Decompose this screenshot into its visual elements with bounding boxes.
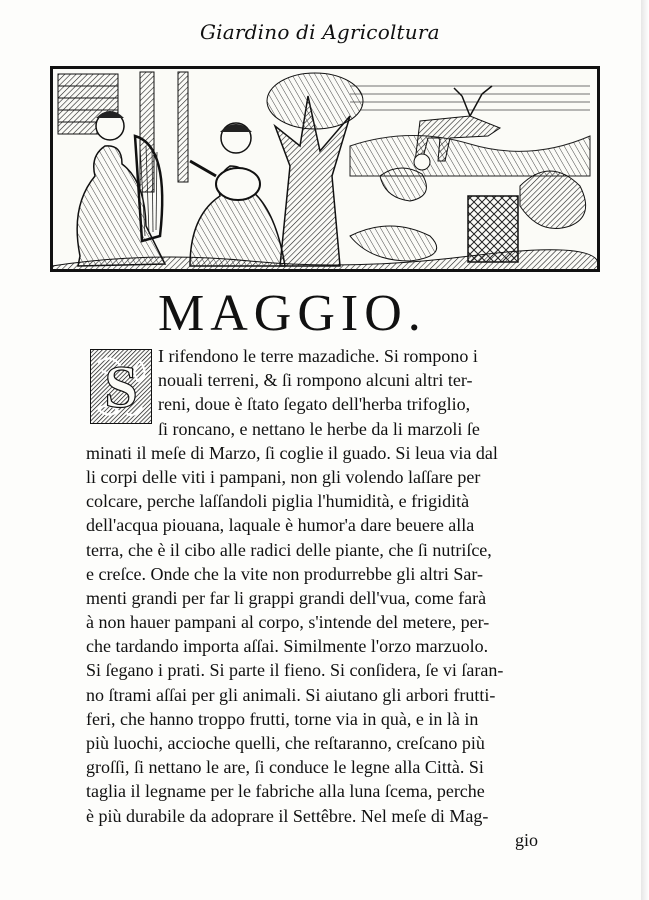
text-line: menti grandi per far li grappi grandi dell'vua, come farà: [86, 587, 487, 608]
catchword: gio: [514, 829, 538, 850]
text-line: nouali terreni, & ſi rompono alcuni altri ter-: [158, 370, 473, 391]
text-line: più luochi, accioche quelli, che reſtaranno, creſcano più: [86, 733, 485, 753]
running-head: Giardino di Agricoltura: [200, 20, 440, 44]
text-line: li corpi delle viti i pampani, non gli volendo laſſare per: [86, 466, 481, 487]
drop-cap-letter: S: [104, 354, 138, 420]
text-line: reni, doue è ſtato ſegato dell'herba trifoglio,: [158, 394, 471, 415]
chapter-title: MAGGIO.: [158, 285, 427, 342]
text-line: groſſi, ſi nettano le are, ſi conduce le legne alla Città. Si: [86, 757, 484, 778]
text-line: ſi roncano, e nettano le herbe da li marzoli ſe: [158, 418, 480, 439]
text-line: e creſce. Onde che la vite non produrrebbe gli altri Sar-: [86, 563, 483, 584]
woodcut-illustration: [50, 66, 600, 272]
text-line: feri, che hanno troppo frutti, torne via in quà, e in là in: [86, 708, 479, 729]
text-line: I rifendono le terre mazadiche. Si rompono i: [158, 346, 478, 366]
text-line: à non hauer pampani al corpo, s'intende del metere, per-: [86, 612, 490, 633]
text-line: minati il meſe di Marzo, ſi coglie il guado. Si leua via dal: [86, 442, 498, 463]
text-line: no ſtrami aſſai per gli animali. Si aiutano gli arbori frutti-: [86, 684, 496, 705]
text-line: dell'acqua piouana, laquale è humor'a dare beuere alla: [86, 515, 475, 536]
body-text: [86, 344, 556, 852]
page-edge: [641, 0, 649, 900]
text-line: colcare, perche laſſandoli piglia l'humidità, e frigidità: [86, 491, 470, 512]
text-line: che tardando importa aſſai. Similmente l'orzo marzuolo.: [86, 636, 489, 657]
text-line: terra, che è il cibo alle radici delle piante, che ſi nutriſce,: [86, 539, 492, 560]
text-line: taglia il legname per le fabriche alla luna ſcema, perche: [86, 781, 485, 802]
text-line: è più durabile da adoprare il Settêbre. Nel meſe di Mag-: [86, 805, 489, 826]
text-line: Si ſegano i prati. Si parte il fieno. Si conſidera, ſe vi ſaran-: [86, 660, 504, 681]
